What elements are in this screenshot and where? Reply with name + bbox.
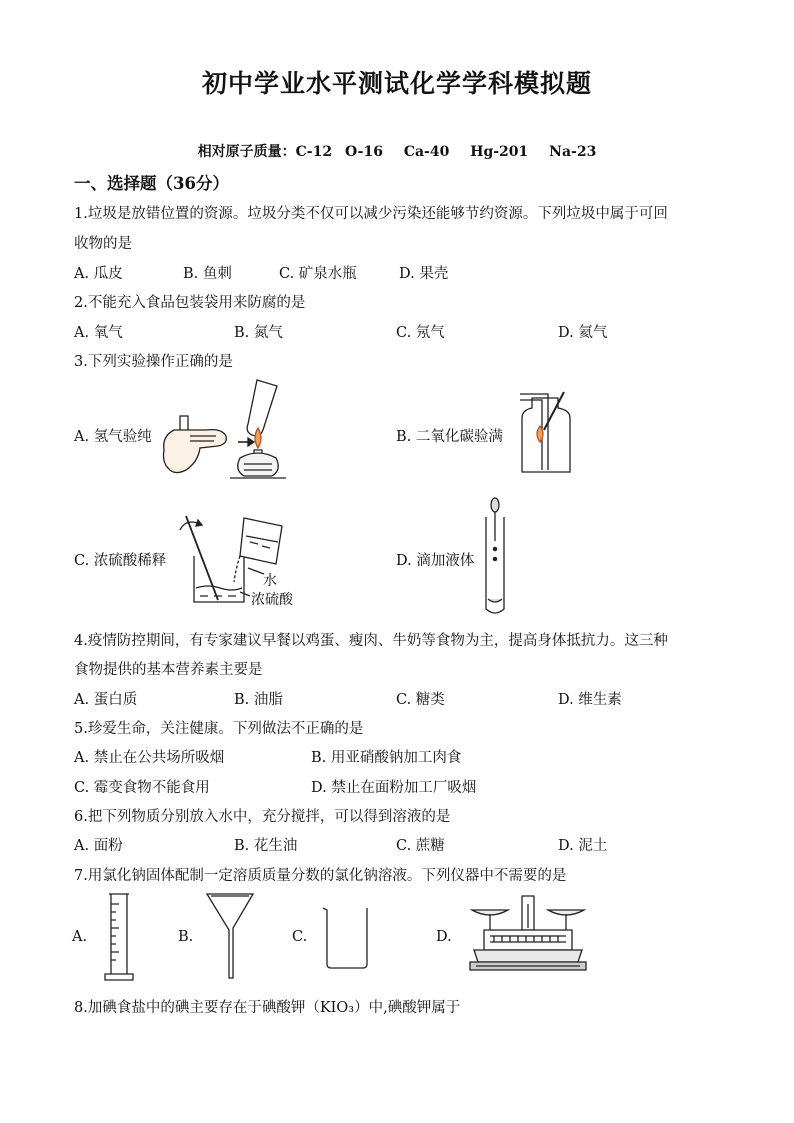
q5-option-c: C. 霉变食物不能食用 — [74, 780, 210, 796]
q7-option-d: D. — [436, 929, 452, 945]
q2-option-d: D. 氦气 — [558, 325, 608, 341]
q7-option-b: B. — [178, 929, 194, 945]
page-title: 初中学业水平测试化学学科模拟题 — [201, 69, 592, 98]
atomic-mass-item: Ca-40 — [403, 144, 450, 160]
question-1: 1.垃圾是放错位置的资源。垃圾分类不仅可以减少污染还能够节约资源。下列垃圾中属于可回 — [74, 206, 668, 222]
dropper-tube-icon — [484, 497, 506, 617]
q4-option-a: A. 蛋白质 — [74, 692, 138, 708]
q1-option-a: A. 瓜皮 — [74, 266, 123, 282]
atomic-mass-label: 相对原子质量：C-12 — [197, 144, 333, 160]
q6-option-a: A. 面粉 — [74, 838, 123, 854]
question-8: 8.加碘食盐中的碘主要存在于碘酸钾（KIO₃）中,碘酸钾属于 — [74, 1000, 461, 1016]
acid-label: 浓硫酸 — [251, 592, 293, 608]
question-6: 6.把下列物质分别放入水中，充分搅拌，可以得到溶液的是 — [74, 809, 451, 825]
q5-option-b: B. 用亚硝酸钠加工肉食 — [311, 750, 462, 766]
q5-option-a: A. 禁止在公共场所吸烟 — [74, 750, 225, 766]
q2-option-a: A. 氧气 — [74, 325, 123, 341]
q3-option-a: A. 氢气验纯 — [74, 429, 152, 445]
q4-option-d: D. 维生素 — [558, 692, 622, 708]
q3-option-c: C. 浓硫酸稀释 — [74, 553, 167, 569]
q7-option-c: C. — [292, 929, 308, 945]
q6-option-b: B. 花生油 — [234, 838, 298, 854]
atomic-mass-item: Na-23 — [549, 144, 597, 160]
q2-option-c: C. 氖气 — [396, 325, 445, 341]
graduated-cylinder-icon — [103, 892, 137, 982]
question-3: 3.下列实验操作正确的是 — [74, 354, 233, 370]
water-label: 水 — [263, 573, 277, 589]
q5-option-d: D. 禁止在面粉加工厂吸烟 — [311, 780, 477, 796]
q7-option-a: A. — [72, 929, 88, 945]
atomic-mass-item: Hg-201 — [470, 144, 529, 160]
question-4-continued: 食物提供的基本营养素主要是 — [74, 662, 263, 678]
question-1-continued: 收物的是 — [74, 236, 132, 252]
q4-option-c: C. 糖类 — [396, 692, 445, 708]
q6-option-d: D. 泥土 — [558, 838, 608, 854]
question-4: 4.疫情防控期间，有专家建议早餐以鸡蛋、瘦肉、牛奶等食物为主，提高身体抵抗力。这三种 — [74, 633, 668, 649]
hydrogen-purity-test-icon — [160, 378, 295, 483]
atomic-mass-line — [0, 141, 794, 161]
section-heading: 一、选择题（36分） — [74, 174, 229, 193]
q2-option-b: B. 氮气 — [234, 325, 283, 341]
atomic-mass-item: O-16 — [344, 144, 383, 160]
co2-full-test-icon — [518, 390, 578, 475]
q1-option-c: C. 矿泉水瓶 — [279, 266, 357, 282]
balance-scale-icon — [470, 890, 586, 974]
beaker-icon — [321, 906, 371, 970]
q1-option-d: D. 果壳 — [399, 266, 449, 282]
question-5: 5.珍爱生命，关注健康。下列做法不正确的是 — [74, 721, 364, 737]
funnel-icon — [205, 892, 255, 980]
question-7: 7.用氯化钠固体配制一定溶质质量分数的氯化钠溶液。下列仪器中不需要的是 — [74, 868, 567, 884]
q3-option-b: B. 二氧化碳验满 — [396, 429, 503, 445]
q1-option-b: B. 鱼刺 — [183, 266, 232, 282]
q4-option-b: B. 油脂 — [234, 692, 283, 708]
q3-option-d: D. 滴加液体 — [396, 553, 475, 569]
question-2: 2.不能充入食品包装袋用来防腐的是 — [74, 295, 306, 311]
q6-option-c: C. 蔗糖 — [396, 838, 445, 854]
